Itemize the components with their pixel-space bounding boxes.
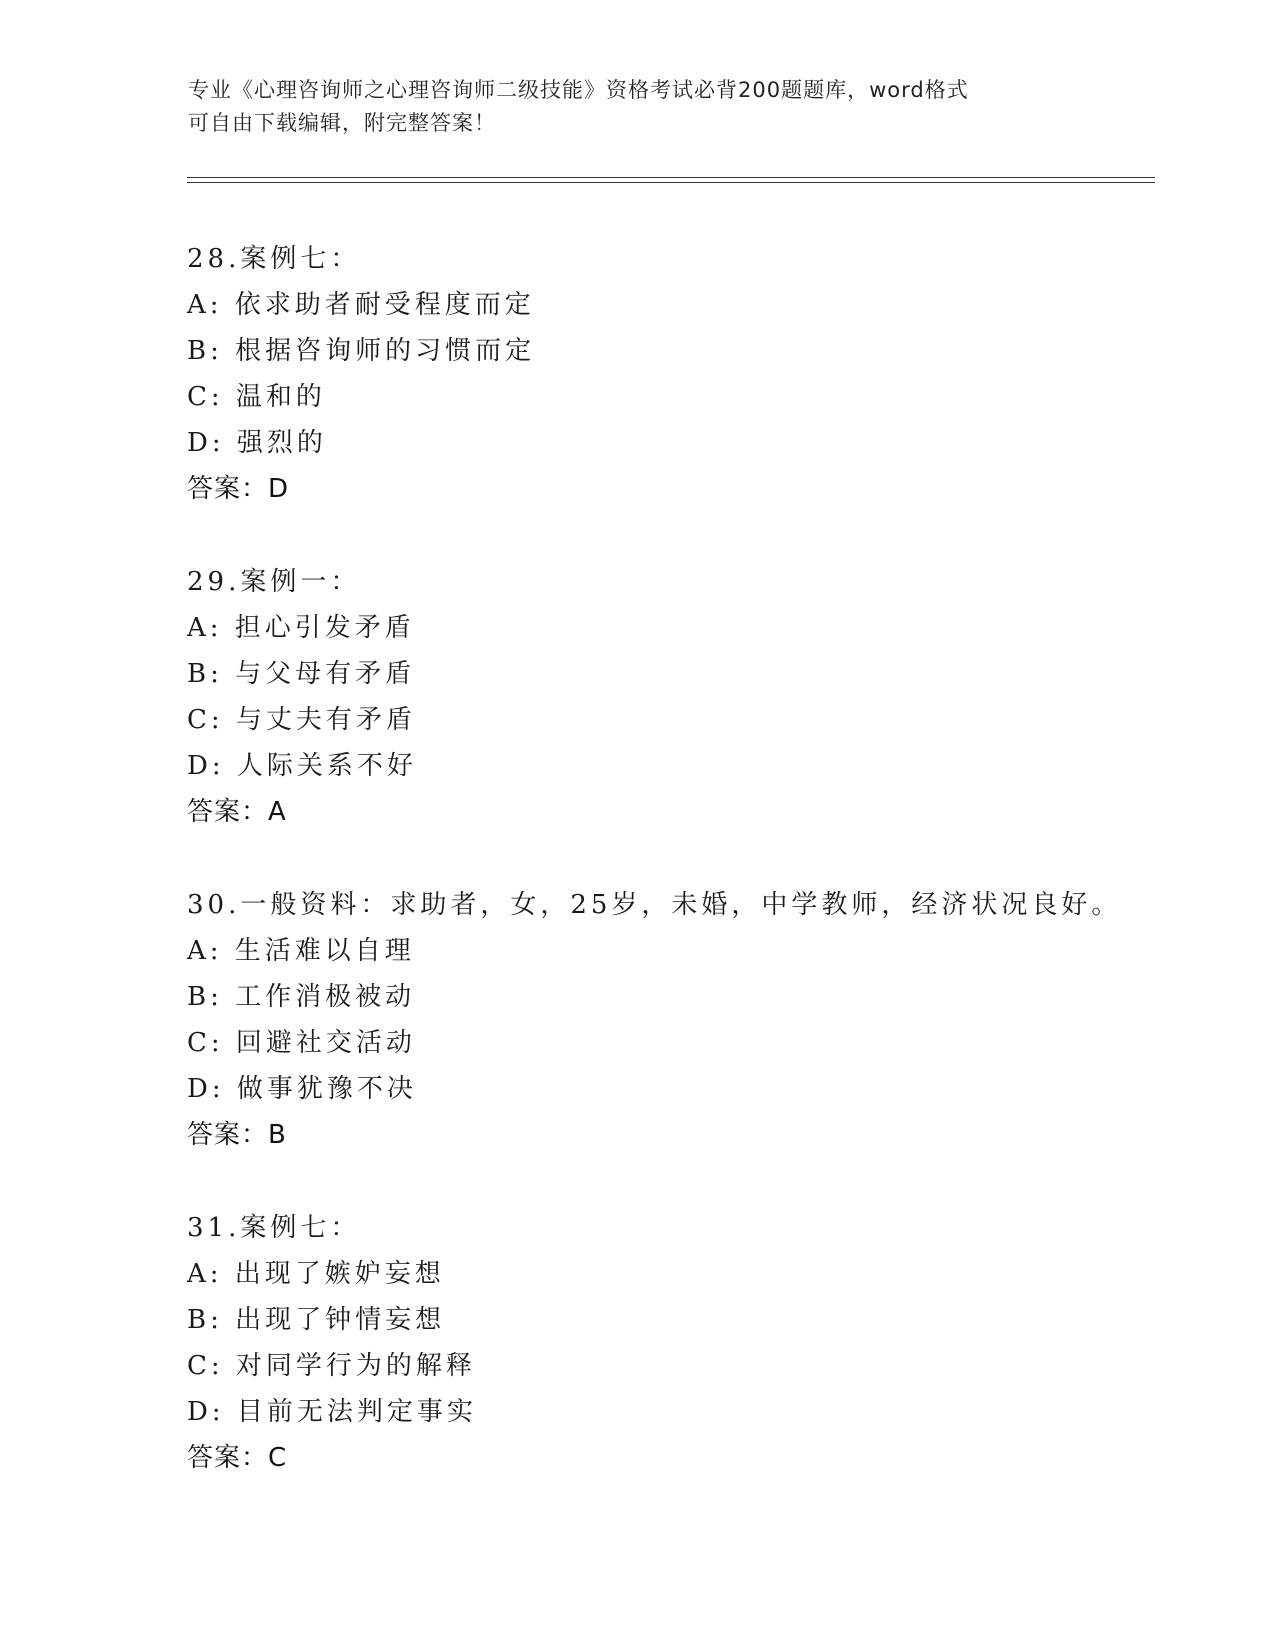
option-a: A: 生活难以自理 [187,936,415,966]
question-stem: 29.案例一： [187,567,361,597]
option-d: D: 强烈的 [187,428,327,458]
header-divider-top [187,177,1155,178]
question-31 [187,1205,1147,1481]
option-c: C: 温和的 [187,382,326,412]
option-d: D: 做事犹豫不决 [187,1074,417,1104]
header-line-2: 可自由下载编辑，附完整答案！ [188,111,496,135]
option-b: B: 根据咨询师的习惯而定 [187,336,536,366]
document-header [188,74,1088,140]
option-a: A: 担心引发矛盾 [187,613,415,643]
question-29 [187,559,1147,835]
question-stem: 31.案例七： [187,1213,361,1243]
option-b: B: 出现了钟情妄想 [187,1305,446,1335]
question-30 [187,882,1147,1158]
question-28 [187,236,1147,512]
question-stem: 28.案例七： [187,244,361,274]
answer-line: 答案：A [187,797,287,827]
header-line-1: 专业《心理咨询师之心理咨询师二级技能》资格考试必背200题题库，word格式 [188,78,969,102]
answer-line: 答案：B [187,1120,287,1150]
option-a: A: 依求助者耐受程度而定 [187,290,535,320]
option-d: D: 人际关系不好 [187,751,417,781]
option-a: A: 出现了嫉妒妄想 [187,1259,445,1289]
option-b: B: 与父母有矛盾 [187,659,416,689]
header-divider-bottom [187,182,1155,183]
option-d: D: 目前无法判定事实 [187,1397,477,1427]
option-c: C: 与丈夫有矛盾 [187,705,416,735]
option-c: C: 对同学行为的解释 [187,1351,476,1381]
answer-line: 答案：C [187,1443,288,1473]
option-c: C: 回避社交活动 [187,1028,416,1058]
option-b: B: 工作消极被动 [187,982,416,1012]
answer-line: 答案：D [187,474,290,504]
question-stem: 30.一般资料：求助者，女，25岁，未婚，中学教师，经济状况良好。 [187,890,1122,920]
question-list [187,236,1147,1528]
